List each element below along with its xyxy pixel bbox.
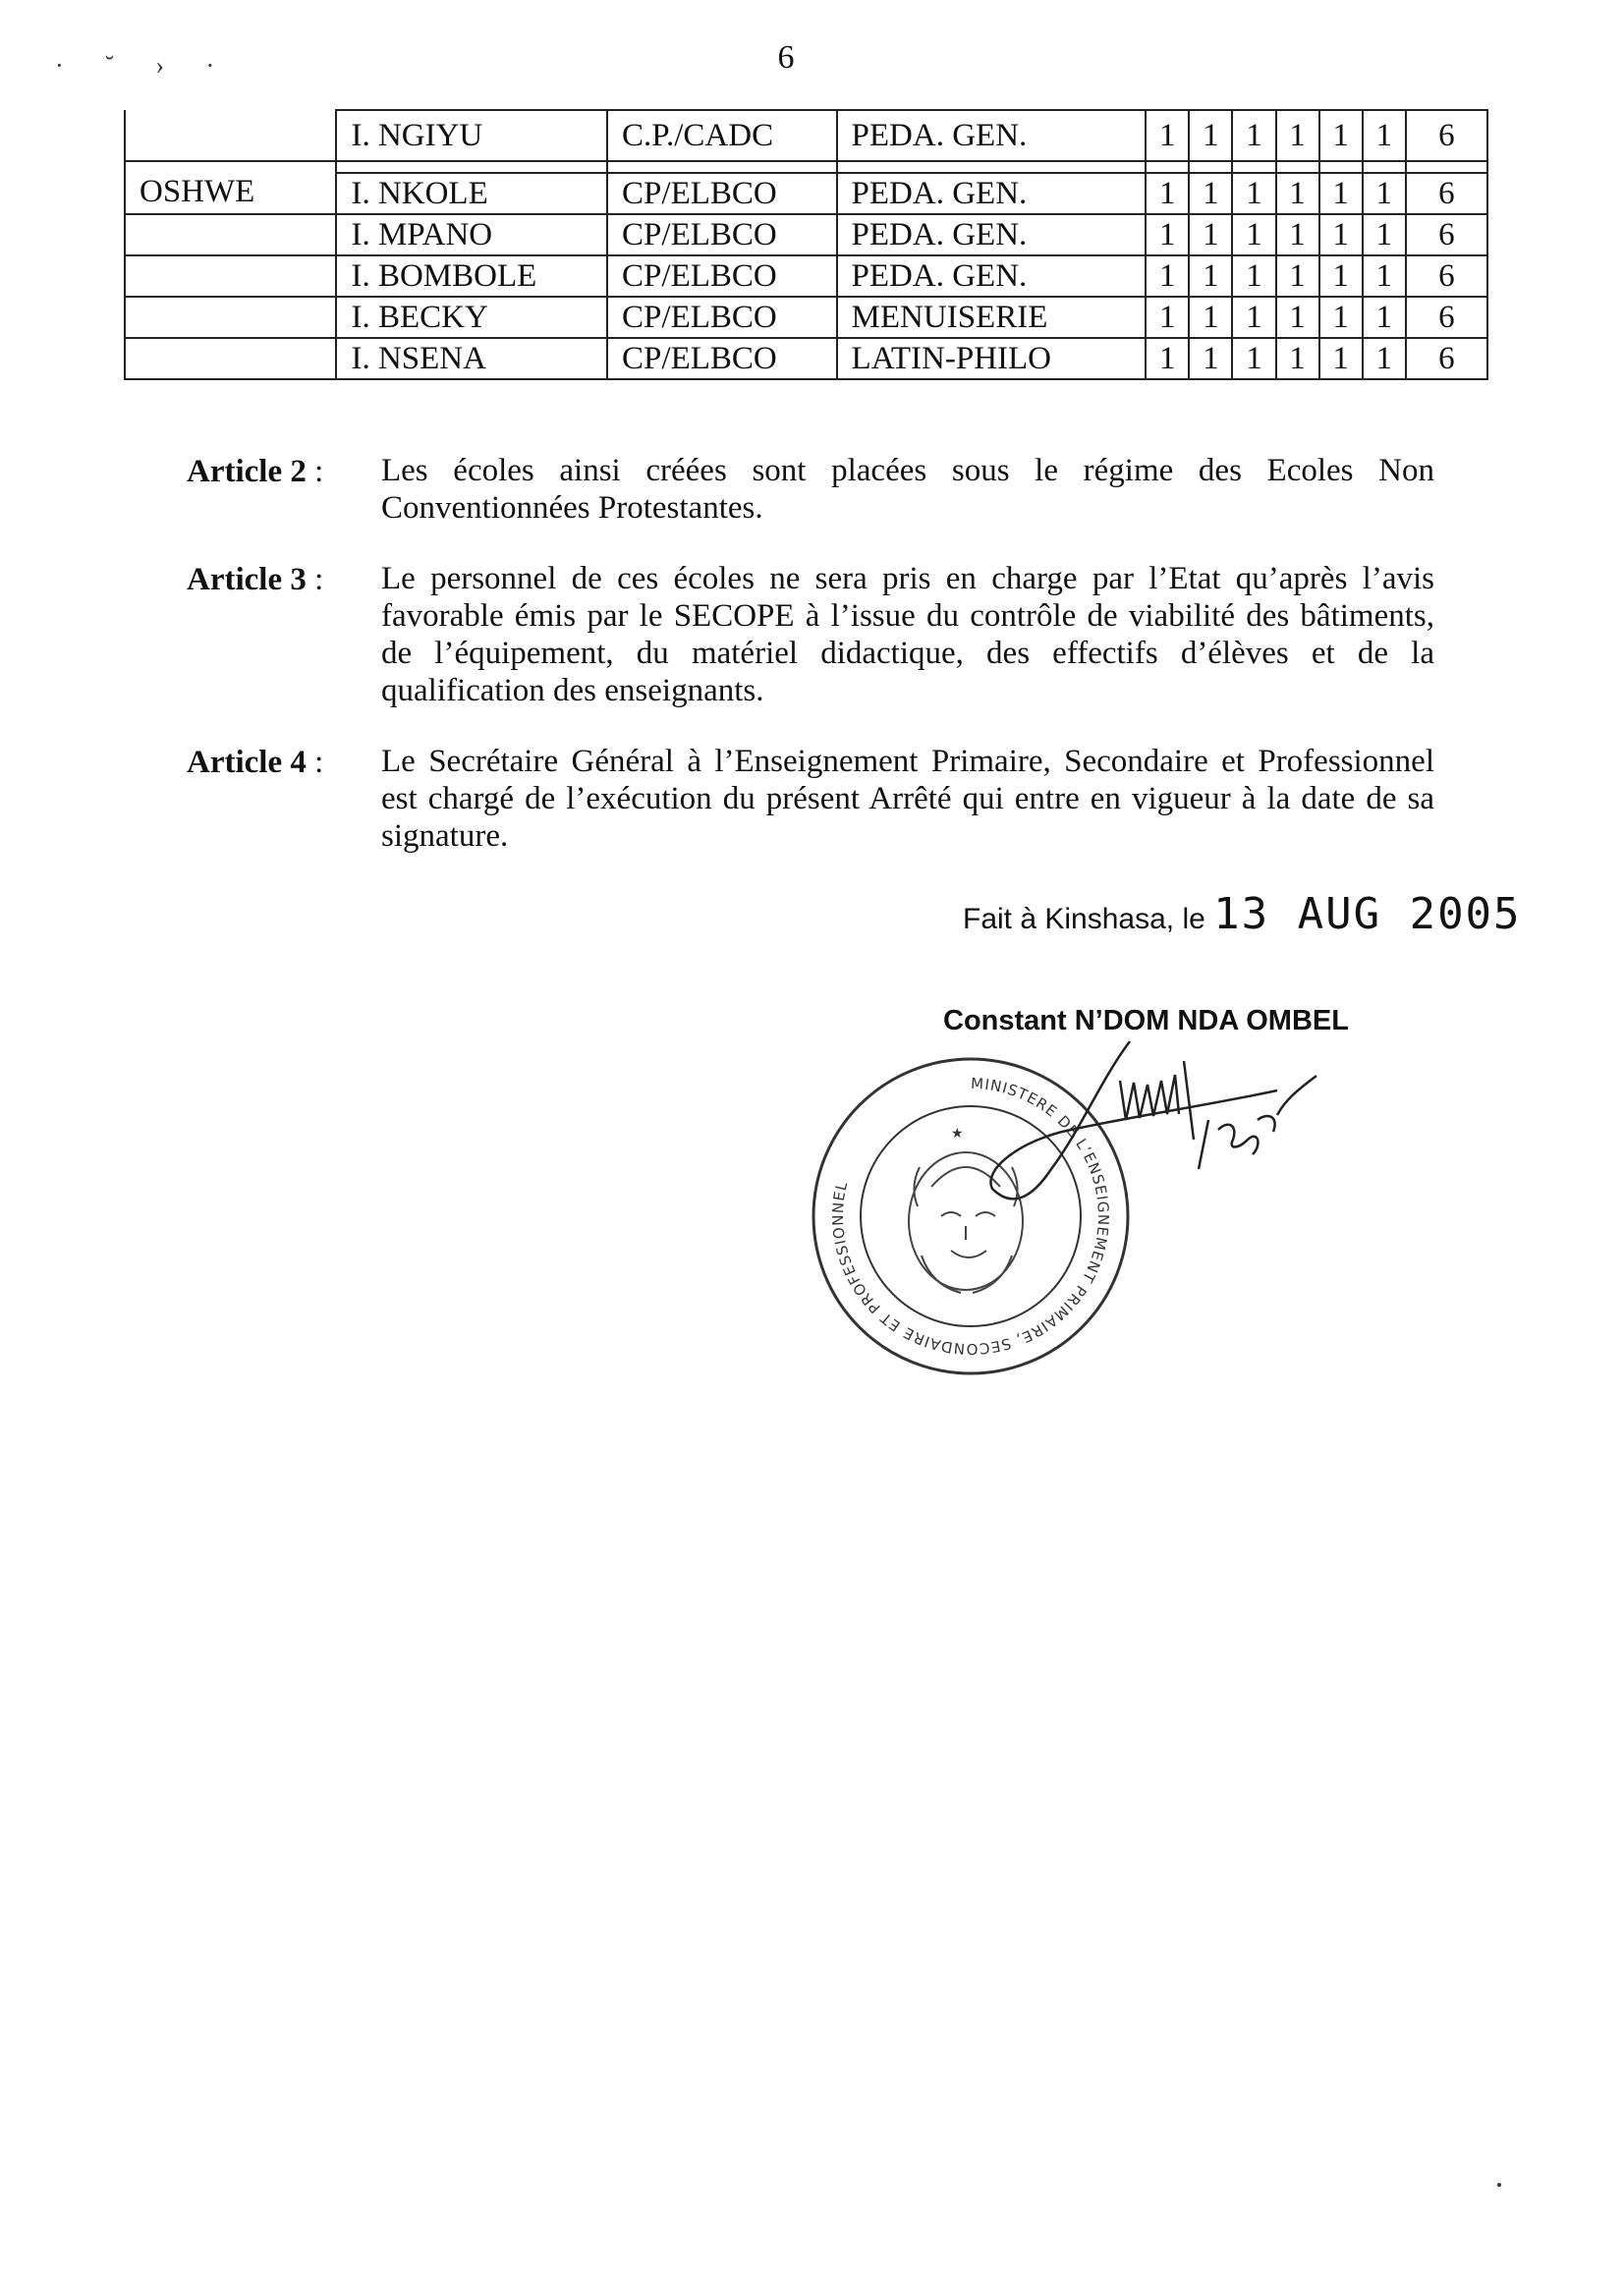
total-cell: 6 [1406,297,1487,338]
class-count-cell: 1 [1146,173,1189,214]
date-stamp: 13 AUG 2005 [1213,889,1522,939]
location-cell [125,338,336,379]
total-cell: 6 [1406,255,1487,297]
option-cell: PEDA. GEN. [837,214,1147,255]
network-cell: CP/ELBCO [607,338,837,379]
class-count-cell: 1 [1363,297,1406,338]
article-label [187,743,381,855]
school-cell: I. NGIYU [336,110,607,161]
class-count-cell: 1 [1363,110,1406,161]
schools-table [124,109,1488,380]
scan-specks: · ˘ › · [55,51,233,80]
scan-speck [1497,2183,1501,2187]
class-count-cell: 1 [1146,214,1189,255]
handwritten-signature [982,1022,1444,1218]
class-count-cell: 1 [1276,110,1319,161]
class-count-cell: 1 [1189,297,1232,338]
article-colon: : [306,454,324,489]
class-count-cell: 1 [1189,110,1232,161]
class-count-cell: 1 [1146,110,1189,161]
article-text: Le personnel de ces écoles ne sera pris en charge par l’Etat qu’après l’avis favorable émis par le SECOPE à l’issue du contrôle de viabilité des bâtiments, de l’équipement, du matériel didactique, des effectifs d’élèves et de la qualification des enseignants. [381,561,1434,708]
school-cell: I. NSENA [336,338,607,379]
article-colon: : [306,562,324,597]
total-cell: 6 [1406,173,1487,214]
class-count-cell: 1 [1189,173,1232,214]
spacer-cell [1146,161,1189,173]
class-count-cell: 1 [1189,214,1232,255]
class-count-cell: 1 [1146,338,1189,379]
total-cell: 6 [1406,214,1487,255]
table-row [125,255,1487,297]
class-count-cell: 1 [1276,297,1319,338]
class-count-cell: 1 [1232,173,1275,214]
class-count-cell: 1 [1146,255,1189,297]
star-icon: ★ [951,1127,964,1142]
class-count-cell: 1 [1276,173,1319,214]
school-cell: I. NKOLE [336,173,607,214]
location-cell [125,297,336,338]
network-cell: CP/ELBCO [607,214,837,255]
spacer-cell [1363,161,1406,173]
class-count-cell: 1 [1319,297,1363,338]
option-cell: PEDA. GEN. [837,173,1147,214]
article-text: Les écoles ainsi créées sont placées sous le régime des Ecoles Non Conventionnées Protestantes. [381,453,1434,526]
table-row [125,338,1487,379]
spacer-cell [1276,161,1319,173]
option-cell: PEDA. GEN. [837,255,1147,297]
class-count-cell: 1 [1276,255,1319,297]
table-spacer-row [125,161,1487,173]
option-cell: LATIN-PHILO [837,338,1147,379]
table-row [125,214,1487,255]
total-cell: 6 [1406,110,1487,161]
signatory-name: Constant N’DOM NDA OMBEL [943,1005,1349,1036]
seal-ring-text: MINISTERE DE L’ENSEIGNEMENT PRIMAIRE, SECONDAIRE ET PROFESSIONNEL [828,1074,1113,1359]
total-cell: 6 [1406,338,1487,379]
location-cell [125,110,336,161]
network-cell: CP/ELBCO [607,297,837,338]
location-cell [125,214,336,255]
school-cell: I. BECKY [336,297,607,338]
network-cell: CP/ELBCO [607,255,837,297]
class-count-cell: 1 [1232,297,1275,338]
school-cell: I. MPANO [336,214,607,255]
spacer-cell [336,161,607,173]
class-count-cell: 1 [1276,338,1319,379]
class-count-cell: 1 [1319,255,1363,297]
date-line [963,889,1522,939]
option-cell: MENUISERIE [837,297,1147,338]
table-row [125,297,1487,338]
article-text: Le Secrétaire Général à l’Enseignement Primaire, Secondaire et Professionnel est chargé de l’exécution du présent Arrêté qui entre en vigueur à la date de sa signature. [381,744,1434,854]
place-text: Fait à Kinshasa, le [963,903,1205,935]
articles [187,452,1434,888]
class-count-cell: 1 [1146,297,1189,338]
article-number: Article 4 [187,745,307,780]
spacer-cell [837,161,1147,173]
page-number: 6 [777,39,795,76]
class-count-cell: 1 [1319,338,1363,379]
table-row [125,110,1487,161]
table-row [125,173,1487,214]
class-count-cell: 1 [1319,214,1363,255]
class-count-cell: 1 [1319,173,1363,214]
article-block [187,560,1434,709]
spacer-cell [1189,161,1232,173]
spacer-cell [1406,161,1487,173]
class-count-cell: 1 [1189,255,1232,297]
class-count-cell: 1 [1189,338,1232,379]
article-label [187,560,381,709]
spacer-cell [607,161,837,173]
option-cell: PEDA. GEN. [837,110,1147,161]
article-block [187,743,1434,855]
class-count-cell: 1 [1319,110,1363,161]
class-count-cell: 1 [1363,173,1406,214]
spacer-cell [1319,161,1363,173]
class-count-cell: 1 [1232,110,1275,161]
class-count-cell: 1 [1232,214,1275,255]
class-count-cell: 1 [1276,214,1319,255]
school-cell: I. BOMBOLE [336,255,607,297]
class-count-cell: 1 [1232,255,1275,297]
class-count-cell: 1 [1363,214,1406,255]
schools-table-body [125,110,1487,379]
article-block [187,452,1434,527]
spacer-cell [125,161,336,173]
network-cell: CP/ELBCO [607,173,837,214]
location-cell: OSHWE [125,173,336,214]
article-colon: : [306,745,324,780]
class-count-cell: 1 [1363,255,1406,297]
network-cell: C.P./CADC [607,110,837,161]
spacer-cell [1232,161,1275,173]
location-cell [125,255,336,297]
class-count-cell: 1 [1232,338,1275,379]
article-number: Article 2 [187,454,307,489]
class-count-cell: 1 [1363,338,1406,379]
article-label [187,452,381,527]
article-number: Article 3 [187,562,307,597]
